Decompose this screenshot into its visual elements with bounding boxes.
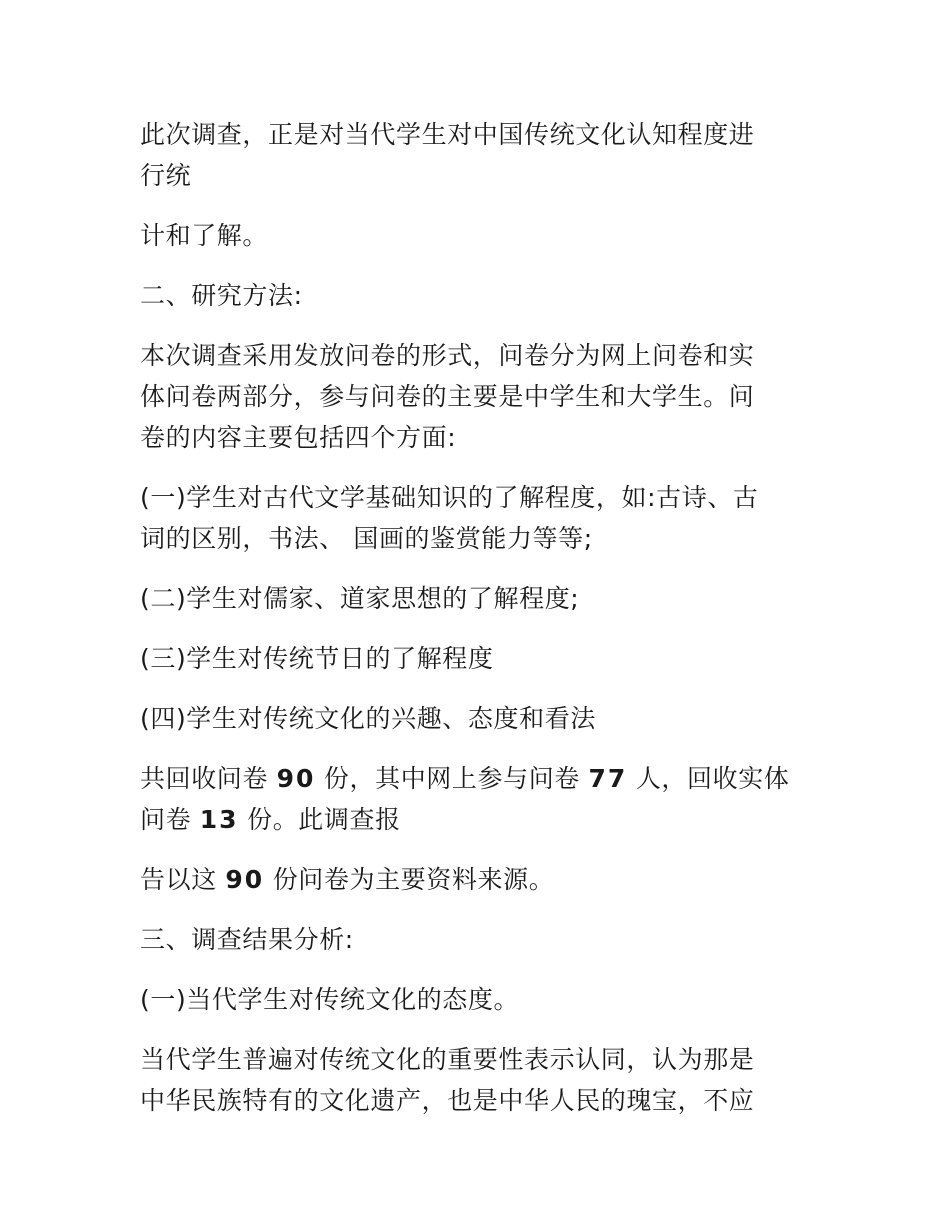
list-item xyxy=(140,578,810,619)
paper-count: 13 xyxy=(199,805,239,834)
stats-text: 问卷 xyxy=(140,805,192,834)
list-item xyxy=(140,638,810,679)
text-line: 当代学生普遍对传统文化的重要性表示认同，认为那是 xyxy=(140,1045,755,1074)
paragraph xyxy=(140,859,810,900)
stats-text: 共回收问卷 xyxy=(140,764,269,793)
stats-text: 人，回收实体 xyxy=(635,764,790,793)
text-line: 二、研究方法: xyxy=(140,281,303,310)
total-count: 90 xyxy=(225,865,265,894)
stats-text: 份，其中网上参与问卷 xyxy=(323,764,580,793)
paragraph xyxy=(140,114,810,196)
text-line: 本次调查采用发放问卷的形式，问卷分为网上问卷和实 xyxy=(140,341,755,370)
paragraph xyxy=(140,1039,810,1121)
text-line: (三)学生对传统节日的了解程度 xyxy=(140,644,494,673)
text-line: 计和了解。 xyxy=(140,221,269,250)
section-heading xyxy=(140,919,810,960)
text-line: 词的区别，书法、 国画的鉴赏能力等等; xyxy=(140,524,593,553)
text-line: 行统 xyxy=(140,161,192,190)
list-item xyxy=(140,477,810,559)
section-heading xyxy=(140,275,810,316)
list-item xyxy=(140,698,810,739)
text-line: 卷的内容主要包括四个方面: xyxy=(140,423,457,452)
text-line: (一)学生对古代文学基础知识的了解程度，如:古诗、古 xyxy=(140,483,759,512)
text-line: 中华民族特有的文化遗产，也是中华人民的瑰宝，不应 xyxy=(140,1086,755,1115)
text-line: (二)学生对儒家、道家思想的了解程度; xyxy=(140,584,580,613)
stats-text: 份问卷为主要资料来源。 xyxy=(272,865,555,894)
text-line: (一)当代学生对传统文化的态度。 xyxy=(140,985,520,1014)
document-body xyxy=(140,114,810,1140)
stats-text: 份。此调查报 xyxy=(247,805,401,834)
text-line: 体问卷两部分，参与问卷的主要是中学生和大学生。问 xyxy=(140,382,755,411)
text-line: 此次调查，正是对当代学生对中国传统文化认知程度进 xyxy=(140,120,755,149)
total-count: 90 xyxy=(276,764,316,793)
paragraph xyxy=(140,335,810,458)
survey-stats-paragraph xyxy=(140,758,810,840)
text-line: 三、调查结果分析: xyxy=(140,925,354,954)
paragraph xyxy=(140,215,810,256)
online-count: 77 xyxy=(588,764,628,793)
text-line: (四)学生对传统文化的兴趣、态度和看法 xyxy=(140,704,596,733)
subsection-heading xyxy=(140,979,810,1020)
stats-text: 告以这 xyxy=(140,865,217,894)
